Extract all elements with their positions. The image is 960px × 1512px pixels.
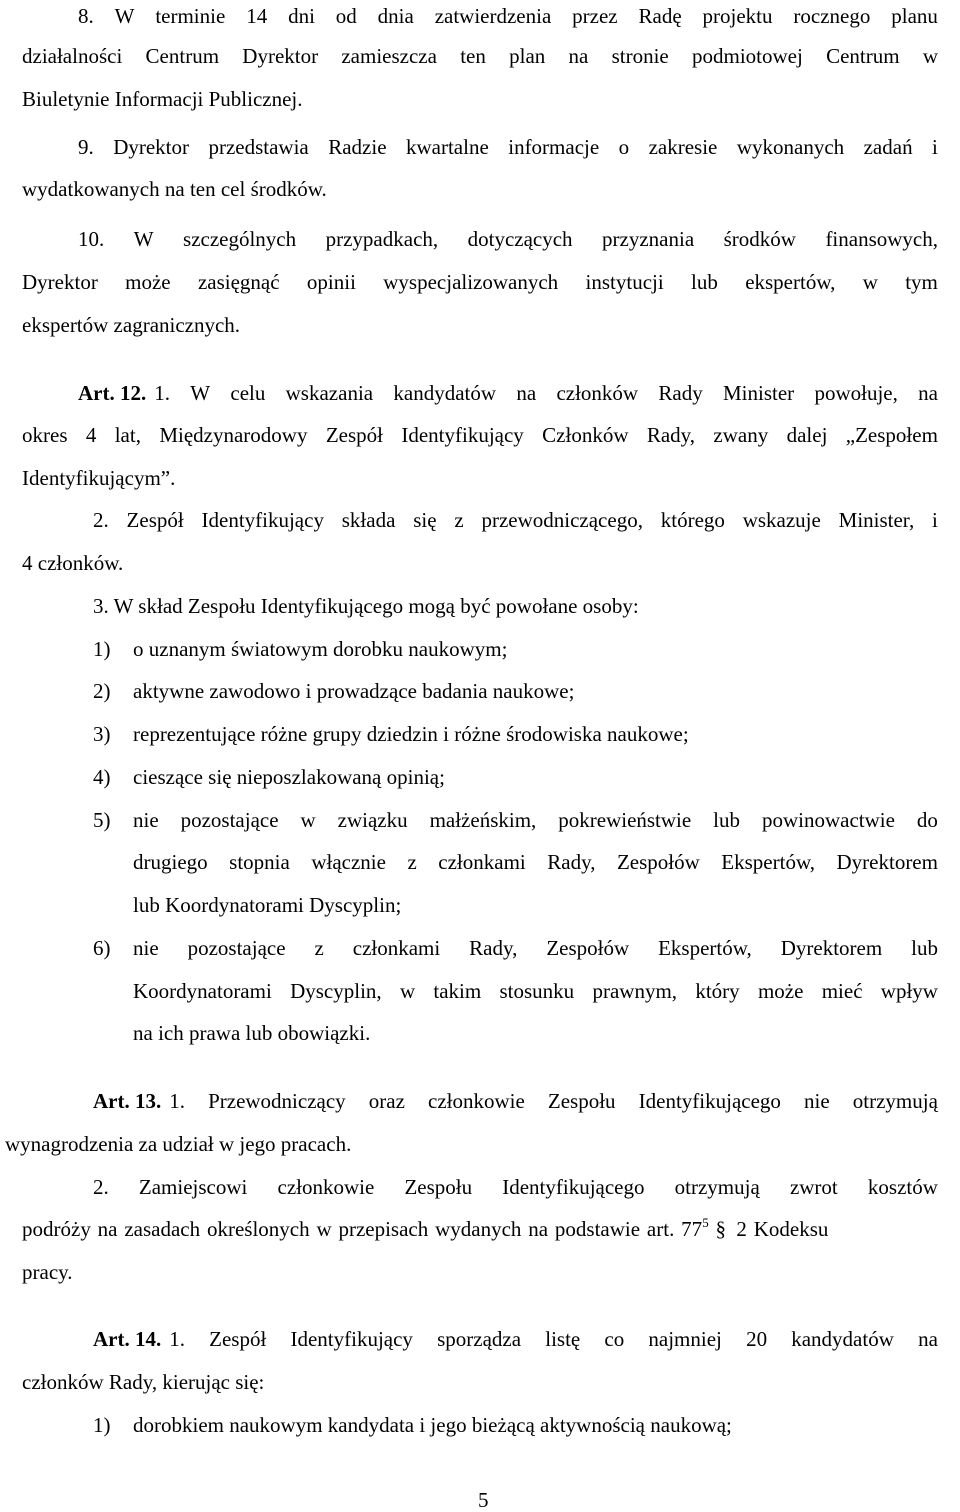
- word: Identyfikujący: [290, 1327, 413, 1351]
- word: dalej: [786, 423, 828, 447]
- word: członków: [556, 381, 639, 405]
- art14-line-1-rest: [169, 1329, 938, 1350]
- word: Identyfikujący: [201, 508, 324, 532]
- word: zamieszcza: [341, 44, 437, 68]
- word: Radę: [638, 4, 682, 28]
- word: plan: [509, 44, 546, 68]
- word: od: [335, 4, 357, 28]
- word: wyspecjalizowanych: [383, 270, 559, 294]
- art12-line-2: [22, 425, 938, 446]
- word: Identyfikujący: [401, 423, 524, 447]
- word: W: [133, 227, 154, 251]
- word: małżeńskim,: [429, 808, 537, 832]
- word: 1.: [169, 1089, 185, 1113]
- art12-p2-line-2: 4 członków.: [22, 551, 124, 575]
- item-5-number: 5): [93, 808, 111, 832]
- word: najmniej: [648, 1327, 722, 1351]
- word: Minister: [722, 381, 795, 405]
- item-5-line-3: lub Koordynatorami Dyscyplin;: [133, 893, 402, 917]
- word: z: [407, 850, 417, 874]
- word: zwrot: [789, 1175, 838, 1199]
- word: i: [932, 135, 938, 159]
- word: którego: [660, 508, 725, 532]
- word: opinii: [306, 270, 356, 294]
- word: dotyczących: [467, 227, 573, 251]
- word: pozostające: [180, 808, 279, 832]
- item-6-number: 6): [93, 936, 111, 960]
- word: W: [114, 4, 135, 28]
- word: kandydatów: [791, 1327, 894, 1351]
- word: listę: [545, 1327, 581, 1351]
- p9-line-2: wydatkowanych na ten cel środków.: [22, 177, 327, 201]
- word: stosunku: [499, 979, 575, 1003]
- art13-line-1-rest: [169, 1091, 938, 1112]
- word: Zespół: [126, 508, 184, 532]
- word: takim: [433, 979, 482, 1003]
- item-1-number: 1): [93, 637, 111, 661]
- word: 20: [746, 1327, 768, 1351]
- word: kandydatów: [393, 381, 497, 405]
- word: zwany: [713, 423, 769, 447]
- word: nie: [804, 1089, 830, 1113]
- word: Koordynatorami: [133, 979, 272, 1003]
- word: Zespół: [209, 1327, 267, 1351]
- word: stronie: [611, 44, 669, 68]
- word: przez: [572, 4, 618, 28]
- word: Przewodniczący: [208, 1089, 346, 1113]
- art13-line-2: wynagrodzenia za udział w jego pracach.: [5, 1132, 352, 1156]
- art13-p2-line-3: pracy.: [22, 1260, 73, 1284]
- word: Zespołu: [547, 1089, 616, 1113]
- word: stopnia: [229, 850, 290, 874]
- word: szczególnych: [183, 227, 297, 251]
- word: Identyfikującego: [638, 1089, 781, 1113]
- word: Rady,: [469, 936, 518, 960]
- word: Członków: [542, 423, 629, 447]
- word: 14: [246, 4, 268, 28]
- word: składa: [341, 508, 396, 532]
- word: okres: [22, 423, 68, 447]
- word: związku: [337, 808, 408, 832]
- word: przyznania: [602, 227, 695, 251]
- word: członkami: [438, 850, 526, 874]
- word: Dyscyplin,: [290, 979, 382, 1003]
- item-6-line-2: [133, 981, 938, 1002]
- word: Radzie: [328, 135, 387, 159]
- word: otrzymują: [852, 1089, 938, 1113]
- word: Dyrektorem: [836, 850, 938, 874]
- p10-line-1: [78, 229, 938, 250]
- word: na: [918, 381, 938, 405]
- word: W: [190, 381, 211, 405]
- word: dni: [288, 4, 315, 28]
- art12-p2-line-1: [93, 510, 938, 531]
- p8-line-1: [78, 6, 938, 27]
- word: finansowych,: [825, 227, 938, 251]
- word: 1.: [169, 1327, 185, 1351]
- art14-line-2: członków Rady, kierując się:: [22, 1370, 265, 1394]
- p10-line-2: [22, 272, 938, 293]
- word: 2.: [93, 508, 109, 532]
- word: na: [568, 44, 589, 68]
- p8-line-3: Biuletynie Informacji Publicznej.: [22, 87, 303, 111]
- word: nie: [133, 808, 159, 832]
- page-number: 5: [478, 1488, 489, 1512]
- word: Ekspertów,: [721, 850, 815, 874]
- word: Rady: [658, 381, 703, 405]
- word: Ekspertów,: [658, 936, 752, 960]
- word: włącznie: [311, 850, 386, 874]
- word: członkowie: [428, 1089, 525, 1113]
- word: w: [300, 808, 316, 832]
- word: działalności: [22, 44, 123, 68]
- word: wskazuje: [742, 508, 821, 532]
- word: Centrum: [145, 44, 220, 68]
- art12-line-3: Identyfikującym”.: [22, 466, 176, 490]
- art13-line-1: [93, 1091, 938, 1112]
- word: może: [757, 979, 804, 1003]
- word: terminie: [155, 4, 226, 28]
- p9-line-1: [78, 137, 938, 158]
- word: Zespół: [325, 423, 383, 447]
- word: sporządza: [437, 1327, 522, 1351]
- word: kwartalne: [405, 135, 489, 159]
- word: przewodniczącego,: [481, 508, 643, 532]
- word: Minister,: [838, 508, 915, 532]
- word: celu: [230, 381, 266, 405]
- word: wskazania: [285, 381, 374, 405]
- word: wpływ: [880, 979, 938, 1003]
- word: tym: [905, 270, 938, 294]
- word: Centrum: [826, 44, 900, 68]
- word: Zamiejscowi: [138, 1175, 248, 1199]
- word: zatwierdzenia: [434, 4, 552, 28]
- word: powinowactwie: [761, 808, 895, 832]
- word: 4: [85, 423, 97, 447]
- word: Międzynarodowy: [159, 423, 308, 447]
- word: Dyrektor: [22, 270, 98, 294]
- word: dnia: [377, 4, 414, 28]
- art13-p2-line-1: [93, 1177, 938, 1198]
- word: środków: [723, 227, 796, 251]
- word: i: [932, 508, 938, 532]
- word: Zespołów: [616, 850, 700, 874]
- word: pozostające: [187, 936, 286, 960]
- art12-line-1-rest: [154, 383, 938, 404]
- art14-line-1: [93, 1329, 938, 1350]
- word: otrzymują: [674, 1175, 760, 1199]
- word: na: [516, 381, 537, 405]
- word: wykonanych: [736, 135, 845, 159]
- word: do: [916, 808, 938, 832]
- art14-label: Art. 14.: [93, 1327, 162, 1351]
- word: Zespołu: [404, 1175, 473, 1199]
- word: członkami: [352, 936, 441, 960]
- word: drugiego: [133, 850, 208, 874]
- word: informacje: [508, 135, 600, 159]
- word: z: [314, 936, 324, 960]
- item-4-text: cieszące się nieposzlakowaną opinią;: [133, 765, 445, 789]
- word: na: [918, 1327, 938, 1351]
- art13-p2-line-2-text: podróży na zasadach określonych w przepisach wydanych na podstawie art. 77: [22, 1217, 703, 1241]
- word: członkowie: [277, 1175, 375, 1199]
- word: Dyrektor: [242, 44, 319, 68]
- word: Dyrektor: [113, 135, 190, 159]
- word: kosztów: [867, 1175, 938, 1199]
- word: przypadkach,: [325, 227, 439, 251]
- word: co: [604, 1327, 625, 1351]
- word: prawnym,: [592, 979, 678, 1003]
- word: 2.: [93, 1175, 109, 1199]
- word: ekspertów,: [745, 270, 836, 294]
- art12-label: Art. 12.: [78, 381, 147, 405]
- word: 8.: [78, 4, 94, 28]
- item-6-line-1: [133, 938, 938, 959]
- word: lub: [713, 808, 741, 832]
- word: o: [618, 135, 630, 159]
- word: Rady,: [646, 423, 696, 447]
- superscript-5: 5: [702, 1215, 709, 1230]
- word: 10.: [78, 227, 105, 251]
- item-5-line-1: [133, 810, 938, 831]
- word: może: [125, 270, 171, 294]
- word: w: [922, 44, 938, 68]
- word: pokrewieństwie: [558, 808, 692, 832]
- word: w: [862, 270, 878, 294]
- word: lat,: [114, 423, 141, 447]
- word: lub: [911, 936, 938, 960]
- art14-item-1-number: 1): [93, 1413, 111, 1437]
- word: mieć: [821, 979, 863, 1003]
- word: zadań: [863, 135, 913, 159]
- word: Dyrektorem: [780, 936, 883, 960]
- word: zakresie: [648, 135, 718, 159]
- item-4-number: 4): [93, 765, 111, 789]
- art12-line-1: [78, 383, 938, 404]
- item-3-text: reprezentujące różne grupy dziedzin i różne środowiska naukowe;: [133, 722, 689, 746]
- word: 1.: [154, 381, 170, 405]
- word: nie: [133, 936, 159, 960]
- art13-p2-line-2: [22, 1215, 829, 1241]
- word: powołuje,: [814, 381, 898, 405]
- art13-p2-line-2-tail: 2 Kodeksu: [729, 1217, 829, 1241]
- art12-p3: 3. W skład Zespołu Identyfikującego mogą być powołane osoby:: [93, 594, 639, 618]
- word: oraz: [368, 1089, 405, 1113]
- p8-line-2: [22, 46, 938, 67]
- art13-label: Art. 13.: [93, 1089, 162, 1113]
- item-3-number: 3): [93, 722, 111, 746]
- item-1-text: o uznanym światowym dorobku naukowym;: [133, 637, 508, 661]
- word: rocznego: [793, 4, 871, 28]
- section-sign-icon: §: [715, 1217, 727, 1241]
- word: lub: [691, 270, 718, 294]
- word: przedstawia: [208, 135, 309, 159]
- word: podmiotowej: [692, 44, 803, 68]
- word: się: [413, 508, 437, 532]
- word: instytucji: [585, 270, 664, 294]
- word: Zespołów: [546, 936, 630, 960]
- word: który: [695, 979, 740, 1003]
- word: 9.: [78, 135, 94, 159]
- art14-item-1-text: dorobkiem naukowym kandydata i jego bieżącą aktywnością naukową;: [133, 1413, 732, 1437]
- word: z: [454, 508, 464, 532]
- word: projektu: [702, 4, 773, 28]
- item-5-line-2: [133, 852, 938, 873]
- word: Rady,: [547, 850, 596, 874]
- p10-line-3: ekspertów zagranicznych.: [22, 313, 241, 337]
- word: ten: [460, 44, 486, 68]
- item-2-text: aktywne zawodowo i prowadzące badania naukowe;: [133, 679, 575, 703]
- word: w: [399, 979, 416, 1003]
- word: „Zespołem: [845, 423, 938, 447]
- item-2-number: 2): [93, 679, 111, 703]
- word: planu: [891, 4, 938, 28]
- word: Identyfikującego: [502, 1175, 645, 1199]
- word: zasięgnąć: [197, 270, 280, 294]
- item-6-line-3: na ich prawa lub obowiązki.: [133, 1021, 371, 1045]
